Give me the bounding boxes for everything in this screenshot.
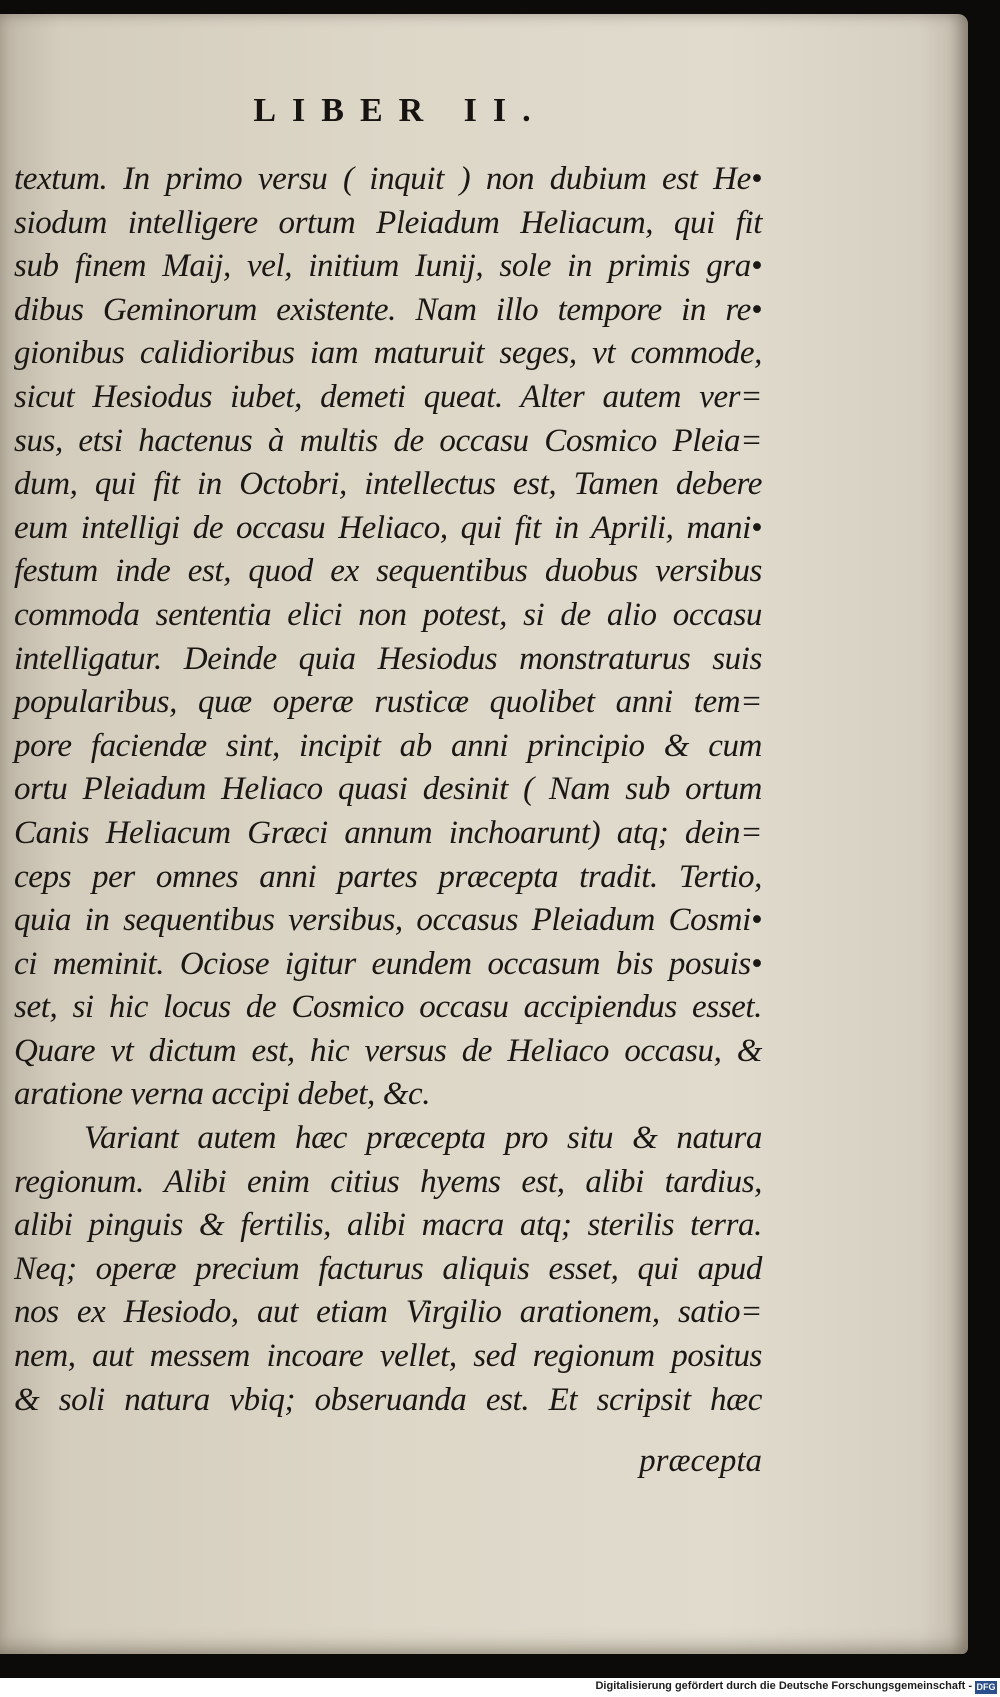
- dfg-logo: DFG: [976, 1682, 996, 1692]
- catchword: præcepta: [639, 1443, 762, 1479]
- text-line: nos ex Hesiodo, aut etiam Virgilio arationem, satio=: [14, 1294, 762, 1331]
- text-line: Quare vt dictum est, hic versus de Heliaco occasu, &: [14, 1032, 762, 1069]
- text-line: eum intelligi de occasu Heliaco, qui fit in Aprili, mani•: [14, 509, 762, 546]
- text-line: pore faciendæ sint, incipit ab anni principio & cum: [14, 727, 762, 764]
- text-line: commoda sententia elici non potest, si de alio occasu: [14, 596, 762, 633]
- text-line: sub finem Maij, vel, initium Iunij, sole in primis gra•: [14, 248, 762, 285]
- text-line: aratione verna accipi debet, &c.: [14, 1076, 431, 1113]
- running-title: LIBER II.: [253, 92, 547, 129]
- text-line: ortu Pleiadum Heliaco quasi desinit ( Nam sub ortum: [14, 771, 762, 808]
- paragraph-start-line: Variant autem hæc præcepta pro situ & natura: [84, 1120, 762, 1157]
- text-line: & soli natura vbiq; obseruanda est. Et scripsit hæc: [14, 1381, 762, 1418]
- text-line: sus, etsi hactenus à multis de occasu Cosmico Pleia=: [14, 422, 762, 459]
- text-line: alibi pinguis & fertilis, alibi macra atq; sterilis terra.: [14, 1207, 762, 1244]
- text-line: dum, qui fit in Octobri, intellectus est, Tamen debere: [14, 466, 762, 503]
- text-line: regionum. Alibi enim citius hyems est, alibi tardius,: [14, 1163, 762, 1200]
- text-line: nem, aut messem incoare vellet, sed regionum positus: [14, 1338, 762, 1375]
- text-line: ci meminit. Ociose igitur eundem occasum bis posuis•: [14, 945, 762, 982]
- digitization-credit: Digitalisierung gefördert durch die Deutsche Forschungsgemeinschaft -: [595, 1680, 972, 1692]
- text-line: quia in sequentibus versibus, occasus Pleiadum Cosmi•: [14, 902, 762, 939]
- text-line: popularibus, quæ operæ rusticæ quolibet anni tem=: [14, 684, 762, 721]
- text-line: ceps per omnes anni partes præcepta tradit. Tertio,: [14, 858, 762, 895]
- text-line: sicut Hesiodus iubet, demeti queat. Alter autem ver=: [14, 378, 762, 415]
- text-line: set, si hic locus de Cosmico occasu accipiendus esset.: [14, 989, 762, 1026]
- text-line: intelligatur. Deinde quia Hesiodus monstraturus suis: [14, 640, 762, 677]
- text-line: gionibus calidioribus iam maturuit seges, vt commode,: [14, 335, 762, 372]
- text-line: Neq; operæ precium facturus aliquis esset, qui apud: [14, 1250, 762, 1287]
- text-line: festum inde est, quod ex sequentibus duobus versibus: [14, 553, 762, 590]
- text-line: textum. In primo versu ( inquit ) non dubium est He•: [14, 161, 762, 197]
- text-line: Canis Heliacum Græci annum inchoarunt) atq; dein=: [14, 814, 762, 851]
- text-line: siodum intelligere ortum Pleiadum Heliacum, qui fit: [14, 204, 762, 241]
- text-block: [14, 158, 762, 1422]
- text-line: dibus Geminorum existente. Nam illo tempore in re•: [14, 291, 762, 328]
